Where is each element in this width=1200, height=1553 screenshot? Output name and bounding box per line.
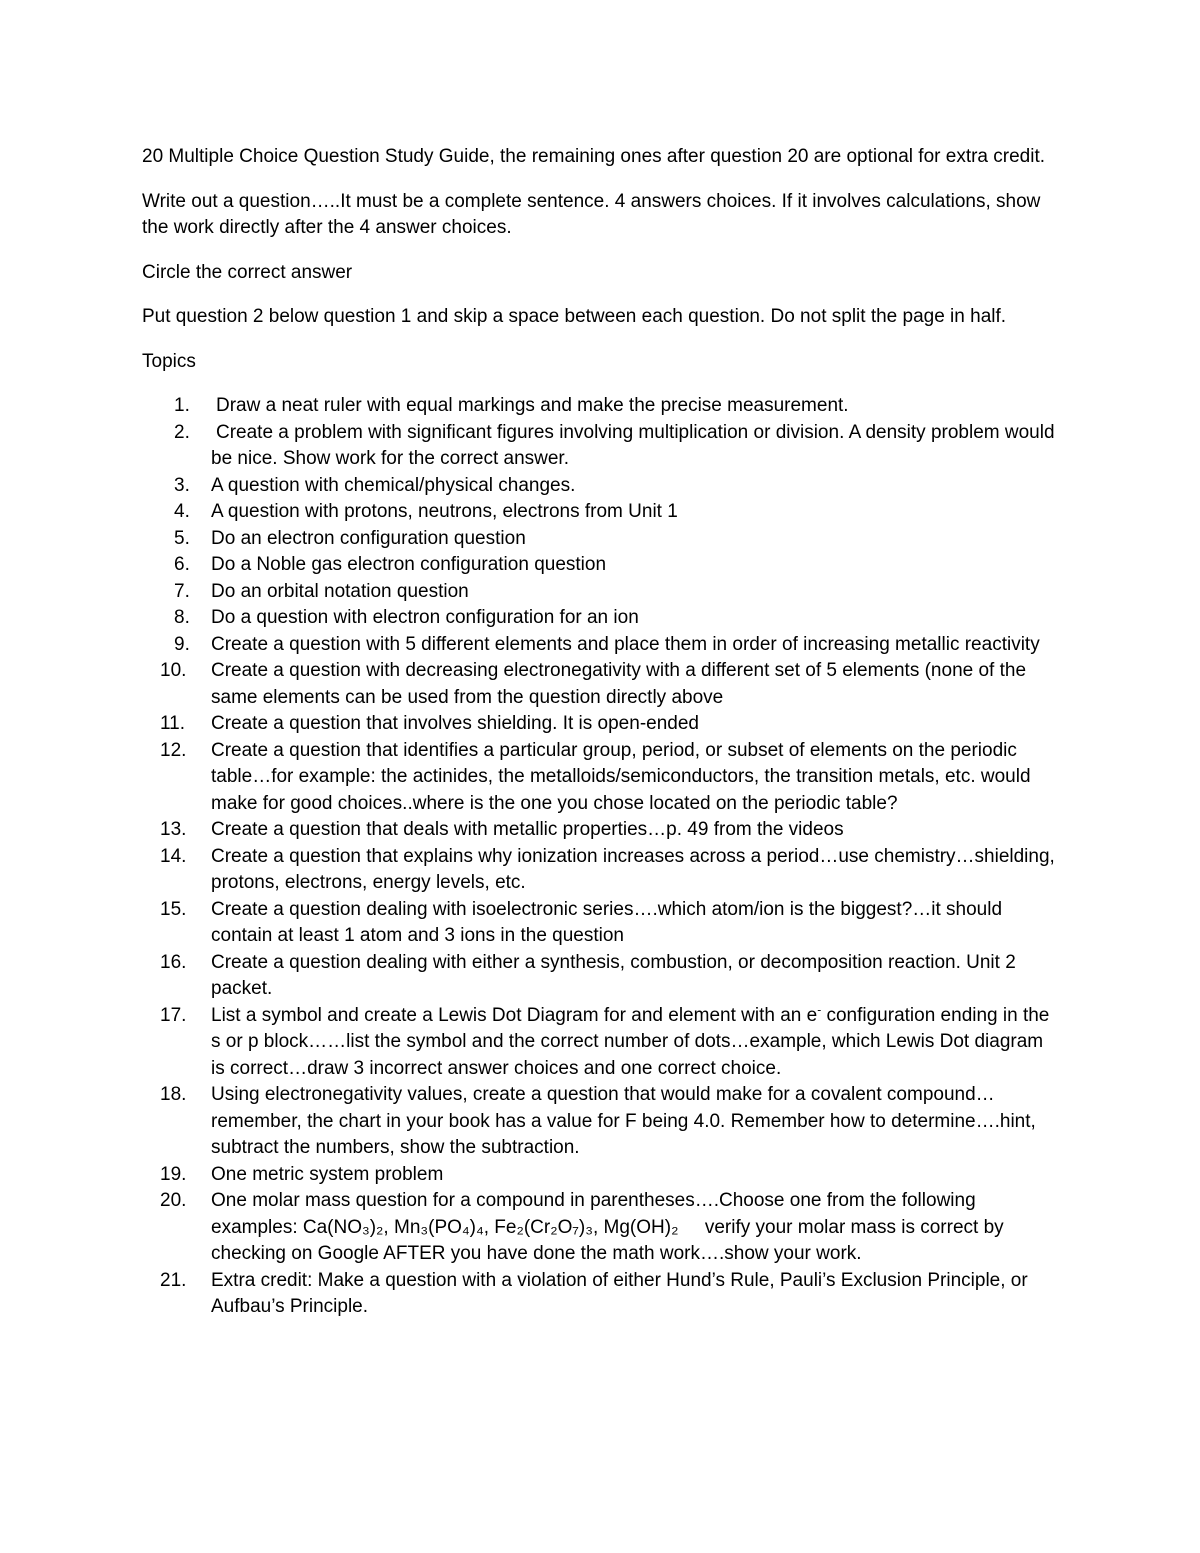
list-item	[142, 1268, 1062, 1321]
circle-answer-text: Circle the correct answer	[142, 261, 353, 283]
item-text-part-b: configuration ending in the s or p block……list the symbol and the correct number of dots…example, which Lewis Dot diagram is correct…draw 3 incorrect answer choices and one correct choice.	[211, 1004, 1050, 1079]
item-number: 16.	[160, 951, 187, 973]
item-text: Create a question that deals with metallic properties…p. 49 from the videos	[211, 819, 844, 840]
list-item	[142, 738, 1062, 818]
item-text-part-b: verify your molar mass is correct by checking on Google AFTER you have done the math work….show your work.	[211, 1216, 1009, 1264]
list-item	[142, 711, 1062, 738]
list-item	[142, 1188, 1062, 1268]
item-text: Extra credit: Make a question with a violation of either Hund’s Rule, Pauli’s Exclusion Principle, or Aufbau’s Principle.	[211, 1269, 1028, 1317]
item-number: 3.	[174, 474, 190, 496]
item-text: Create a question dealing with isoelectronic series….which atom/ion is the biggest?…it should contain at least 1 atom and 3 ions in the question	[211, 898, 1003, 946]
item-number: 9.	[174, 633, 190, 655]
item-text: A question with chemical/physical changes.	[211, 474, 576, 496]
item-text: Create a question dealing with either a synthesis, combustion, or decomposition reaction. Unit 2 packet.	[211, 951, 1016, 999]
item-text: One metric system problem	[211, 1163, 444, 1185]
list-item	[142, 605, 1062, 632]
item-text: Do a question with electron configuration for an ion	[211, 607, 639, 628]
list-item	[142, 393, 1062, 420]
item-number: 20.	[160, 1190, 187, 1211]
list-item	[142, 473, 1062, 500]
item-number: 17.	[160, 1004, 187, 1026]
item-text-part-a: List a symbol and create a Lewis Dot Diagram for and element with an e	[211, 1004, 818, 1026]
list-item	[142, 1082, 1062, 1162]
item-text: Do an electron configuration question	[211, 527, 526, 549]
item-text: A question with protons, neutrons, electrons from Unit 1	[211, 501, 678, 522]
list-item	[142, 526, 1062, 553]
item-number: 11.	[160, 713, 186, 734]
chemical-formulas: Ca(NO₃)₂, Mn₃(PO₄)₄, Fe₂(Cr₂O₇)₃, Mg(OH)₂	[302, 1216, 679, 1238]
item-number: 21.	[160, 1269, 187, 1291]
item-text: Create a question that involves shielding. It is open-ended	[211, 713, 699, 734]
item-number: 15.	[160, 898, 187, 920]
list-item	[142, 817, 1062, 844]
topics-list	[142, 393, 1062, 1321]
item-number: 2.	[174, 421, 190, 443]
item-number: 1.	[174, 395, 190, 416]
item-text: Create a question that identifies a particular group, period, or subset of elements on the periodic table…for example: the actinides, the metalloids/semiconductors, the transition metals, etc. would make for good choices..where is the one you chose located on the periodic table?	[211, 739, 1031, 814]
item-text: Do an orbital notation question	[211, 580, 469, 602]
item-text: Create a question with decreasing electronegativity with a different set of 5 elements (none of the same elements can be used from the question directly above	[211, 660, 1027, 708]
item-number: 12.	[160, 739, 187, 761]
item-number: 8.	[174, 607, 190, 628]
item-text: Draw a neat ruler with equal markings and make the precise measurement.	[216, 395, 849, 416]
item-number: 14.	[160, 845, 187, 867]
item-text: Create a problem with significant figures involving multiplication or division. A density problem would be nice. Show work for the correct answer.	[211, 421, 1055, 469]
list-item	[142, 658, 1062, 711]
item-text: Do a Noble gas electron configuration question	[211, 554, 607, 575]
list-item	[142, 579, 1062, 606]
list-item	[142, 1003, 1062, 1083]
item-number: 4.	[174, 501, 190, 522]
item-number: 13.	[160, 819, 187, 840]
item-text-part-a: One molar mass question for a compound in parentheses….Choose one from the following examples:	[211, 1190, 976, 1238]
list-item	[142, 499, 1062, 526]
item-number: 10.	[160, 660, 187, 681]
list-item	[142, 897, 1062, 950]
list-item	[142, 950, 1062, 1003]
list-item	[142, 420, 1062, 473]
item-text: Create a question that explains why ionization increases across a period…use chemistry…shielding, protons, electrons, energy levels, etc.	[211, 845, 1055, 893]
item-number: 18.	[160, 1084, 187, 1105]
list-item	[142, 844, 1062, 897]
item-text: Using electronegativity values, create a question that would make for a covalent compound…remember, the chart in your book has a value for F being 4.0. Remember how to determine….hint, subtract the numbers, show the subtraction.	[211, 1084, 1036, 1158]
study-guide-document	[142, 144, 1062, 1321]
item-number: 7.	[174, 580, 190, 602]
item-number: 19.	[160, 1163, 187, 1185]
list-item	[142, 1162, 1062, 1189]
item-number: 6.	[174, 554, 190, 575]
instructions-text: Write out a question…..It must be a complete sentence. 4 answers choices. If it involves calculations, show the work directly after the 4 answer choices.	[142, 190, 1041, 238]
superscript-minus: -	[817, 1002, 822, 1017]
intro-heading: 20 Multiple Choice Question Study Guide, the remaining ones after question 20 are optional for extra credit.	[142, 146, 1046, 167]
list-item	[142, 552, 1062, 579]
topics-label: Topics	[142, 350, 196, 372]
layout-instructions-text: Put question 2 below question 1 and skip a space between each question. Do not split the page in half.	[142, 306, 1007, 327]
item-number: 5.	[174, 527, 190, 549]
item-text: Create a question with 5 different elements and place them in order of increasing metallic reactivity	[211, 633, 1040, 655]
list-item	[142, 632, 1062, 659]
